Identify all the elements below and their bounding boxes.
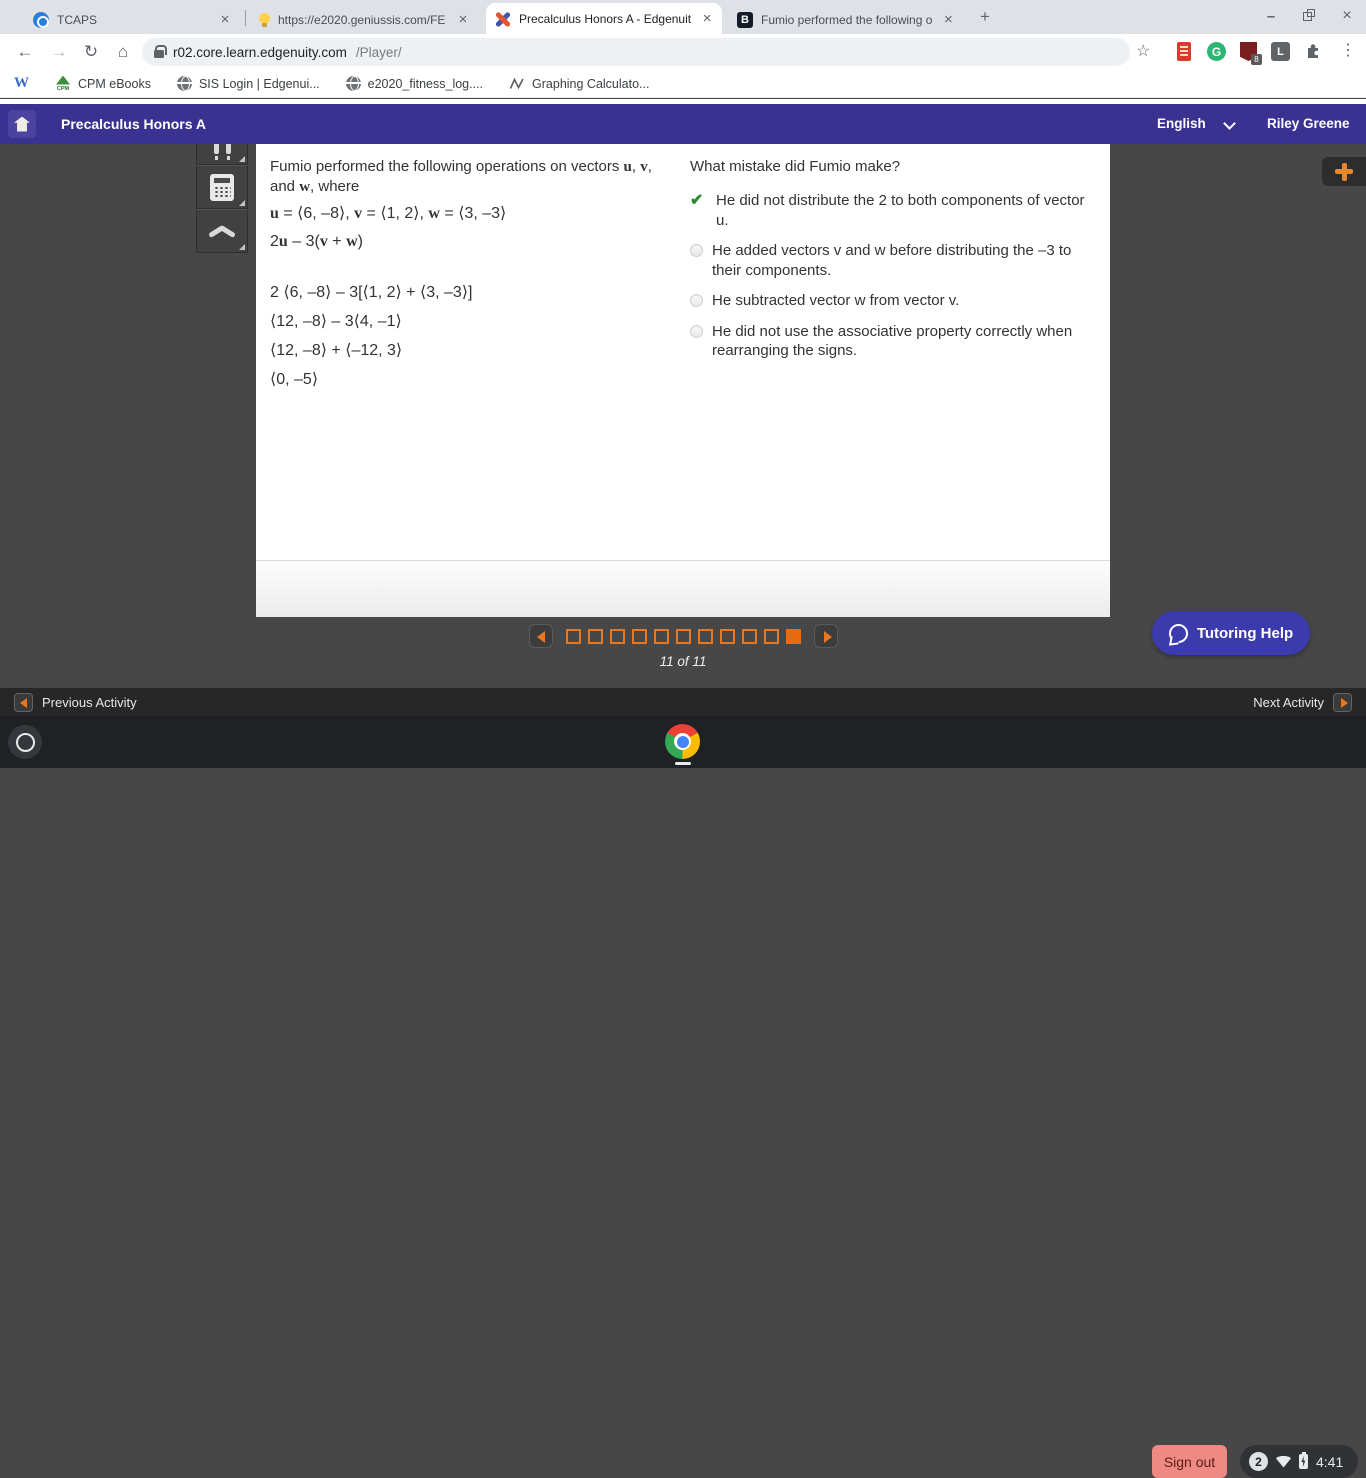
window-controls (1262, 4, 1356, 28)
forward-icon[interactable]: → (50, 42, 68, 61)
tab-title: TCAPS (57, 13, 98, 27)
page-square-1[interactable] (566, 629, 581, 644)
lightbulb-favicon (259, 12, 270, 28)
tab-close-icon[interactable]: × (944, 11, 953, 28)
answer-option-1[interactable]: ✔ He did not distribute the 2 to both components of vector u. (690, 192, 1085, 229)
browser-menu-icon[interactable]: ⋮ (1340, 42, 1356, 59)
answer-option-4[interactable]: He did not use the associative property correctly when rearranging the signs. (690, 322, 1096, 361)
question-intro: Fumio performed the following operations on vectors u, v, and w, where (270, 158, 652, 195)
browser-toolbar (0, 34, 1366, 70)
adblock-badge: 8 (1251, 54, 1262, 65)
back-icon[interactable]: ← (16, 42, 34, 61)
tutoring-help-button[interactable]: Tutoring Help (1152, 611, 1310, 655)
page-top-gap (0, 99, 1366, 104)
tab-separator (245, 10, 246, 26)
home-house-icon (14, 117, 30, 132)
work-step-3: ⟨12, –8⟩ + ⟨–12, 3⟩ (270, 342, 403, 359)
lock-icon (154, 50, 164, 58)
check-icon: ✔ (690, 192, 704, 209)
radio-button[interactable] (690, 244, 703, 257)
previous-arrow-button[interactable] (14, 693, 33, 712)
notification-count-badge: 2 (1249, 1452, 1268, 1471)
work-step-4: ⟨0, –5⟩ (270, 371, 319, 388)
panel-footer (256, 560, 1110, 617)
question-prompt: What mistake did Fumio make? (690, 158, 901, 175)
page-square-3[interactable] (610, 629, 625, 644)
new-tab-button[interactable]: + (980, 7, 990, 26)
tab-title: Precalculus Honors A - Edgenuit (519, 11, 692, 26)
question-panel (256, 144, 1110, 560)
lastpass-extension-icon[interactable]: L (1271, 42, 1290, 61)
collapse-toolbar-button[interactable] (196, 209, 248, 253)
restore-icon[interactable] (1300, 7, 1318, 25)
tab-close-icon[interactable]: × (702, 9, 712, 27)
cpm-tree-icon: CPM (55, 76, 71, 92)
extensions-puzzle-icon[interactable] (1304, 41, 1322, 64)
address-bar[interactable] (142, 38, 1130, 66)
lesson-header (0, 104, 1366, 144)
language-dropdown[interactable]: English (1157, 116, 1206, 131)
next-activity[interactable]: Next Activity (1253, 688, 1352, 716)
activity-navigation-bar (0, 688, 1366, 716)
work-step-1: 2 ⟨6, –8⟩ – 3[⟨1, 2⟩ + ⟨3, –3⟩] (270, 284, 473, 301)
user-name[interactable]: Riley Greene (1267, 116, 1350, 131)
page-square-5[interactable] (654, 629, 669, 644)
calculator-icon (210, 174, 234, 201)
chrome-app-icon[interactable] (665, 724, 701, 760)
question-work-area (270, 157, 670, 399)
bookmarks-bar (0, 70, 1366, 98)
tab-close-icon[interactable]: × (458, 11, 468, 28)
reload-icon[interactable]: ↻ (83, 42, 99, 61)
bookmark-e2020-fitness[interactable]: e2020_fitness_log.... (346, 76, 483, 91)
bookmark-star-icon[interactable]: ☆ (1136, 43, 1151, 60)
page-square-2[interactable] (588, 629, 603, 644)
answer-option-3[interactable]: He subtracted vector w from vector v. (690, 291, 1096, 311)
chrome-logo-icon (665, 724, 700, 759)
tab-title: https://e2020.geniussis.com/FE (278, 13, 446, 27)
page-square-4[interactable] (632, 629, 647, 644)
course-title: Precalculus Honors A (61, 116, 206, 132)
radio-button[interactable] (690, 325, 703, 338)
globe-icon (346, 76, 361, 91)
bookmark-graphing-calculator[interactable]: Graphing Calculato... (509, 76, 649, 92)
home-icon[interactable]: ⌂ (117, 42, 129, 61)
battery-icon (1299, 1454, 1308, 1469)
course-home-button[interactable] (8, 110, 36, 138)
reading-list-extension-icon[interactable] (1177, 42, 1191, 61)
tab-title: Fumio performed the following o (761, 13, 933, 27)
sign-out-button[interactable]: Sign out (1152, 1445, 1227, 1478)
tab-geniussis[interactable] (250, 6, 480, 34)
radio-button[interactable] (690, 294, 703, 307)
active-app-indicator (675, 762, 691, 765)
status-tray[interactable] (1240, 1445, 1358, 1478)
brainly-favicon: B (737, 12, 753, 28)
page-square-9[interactable] (742, 629, 757, 644)
url-path: /Player/ (355, 44, 402, 60)
page-square-11[interactable] (786, 629, 801, 644)
bookmark-sis-login[interactable]: SIS Login | Edgenui... (177, 76, 320, 91)
chevron-up-icon (208, 224, 236, 238)
minimize-icon[interactable]: – (1266, 7, 1276, 25)
page-square-6[interactable] (676, 629, 691, 644)
bookmark-w[interactable]: W (14, 75, 29, 91)
url-host: r02.core.learn.edgenuity.com (173, 44, 347, 60)
page-previous-button[interactable] (529, 624, 553, 648)
close-window-icon[interactable]: × (1342, 7, 1352, 24)
vector-definitions: u = ⟨6, –8⟩, v = ⟨1, 2⟩, w = ⟨3, –3⟩ (270, 205, 507, 222)
calculator-tool-button[interactable] (196, 165, 248, 209)
lesson-stage (0, 144, 1366, 688)
tab-brainly[interactable] (728, 6, 958, 34)
expression: 2u – 3(v + w) (270, 233, 363, 250)
page-square-8[interactable] (720, 629, 735, 644)
plus-icon (1335, 163, 1353, 181)
glossary-flyout-tab[interactable] (1322, 157, 1366, 186)
pagination-squares (566, 629, 801, 644)
graph-line-icon (509, 76, 525, 92)
page-square-7[interactable] (698, 629, 713, 644)
page-next-button[interactable] (814, 624, 838, 648)
next-arrow-button[interactable] (1333, 693, 1352, 712)
grammarly-extension-icon[interactable]: G (1207, 42, 1226, 61)
previous-activity[interactable]: Previous Activity (14, 688, 137, 716)
work-step-2: ⟨12, –8⟩ – 3⟨4, –1⟩ (270, 313, 402, 330)
answer-area (690, 157, 1096, 372)
chromeos-shelf (0, 716, 1366, 1470)
globe-icon (177, 76, 192, 91)
edgenuity-favicon (495, 11, 511, 27)
answer-option-2[interactable]: He added vectors v and w before distributing the –3 to their components. (690, 241, 1096, 280)
wifi-icon (1276, 1456, 1291, 1468)
chat-bubble-icon (1169, 624, 1188, 643)
tab-strip (0, 0, 1366, 34)
launcher-button[interactable] (8, 725, 42, 759)
page-square-10[interactable] (764, 629, 779, 644)
page-counter: 11 of 11 (659, 654, 707, 669)
tab-tcaps[interactable] (24, 6, 242, 34)
tab-edgenuity-active[interactable] (486, 3, 722, 34)
chevron-down-icon[interactable] (1223, 117, 1236, 130)
bookmark-cpm-ebooks[interactable]: CPM CPM eBooks (56, 76, 151, 92)
tab-close-icon[interactable]: × (220, 11, 230, 28)
tcaps-favicon (33, 12, 49, 28)
clock: 4:41 (1316, 1453, 1344, 1470)
